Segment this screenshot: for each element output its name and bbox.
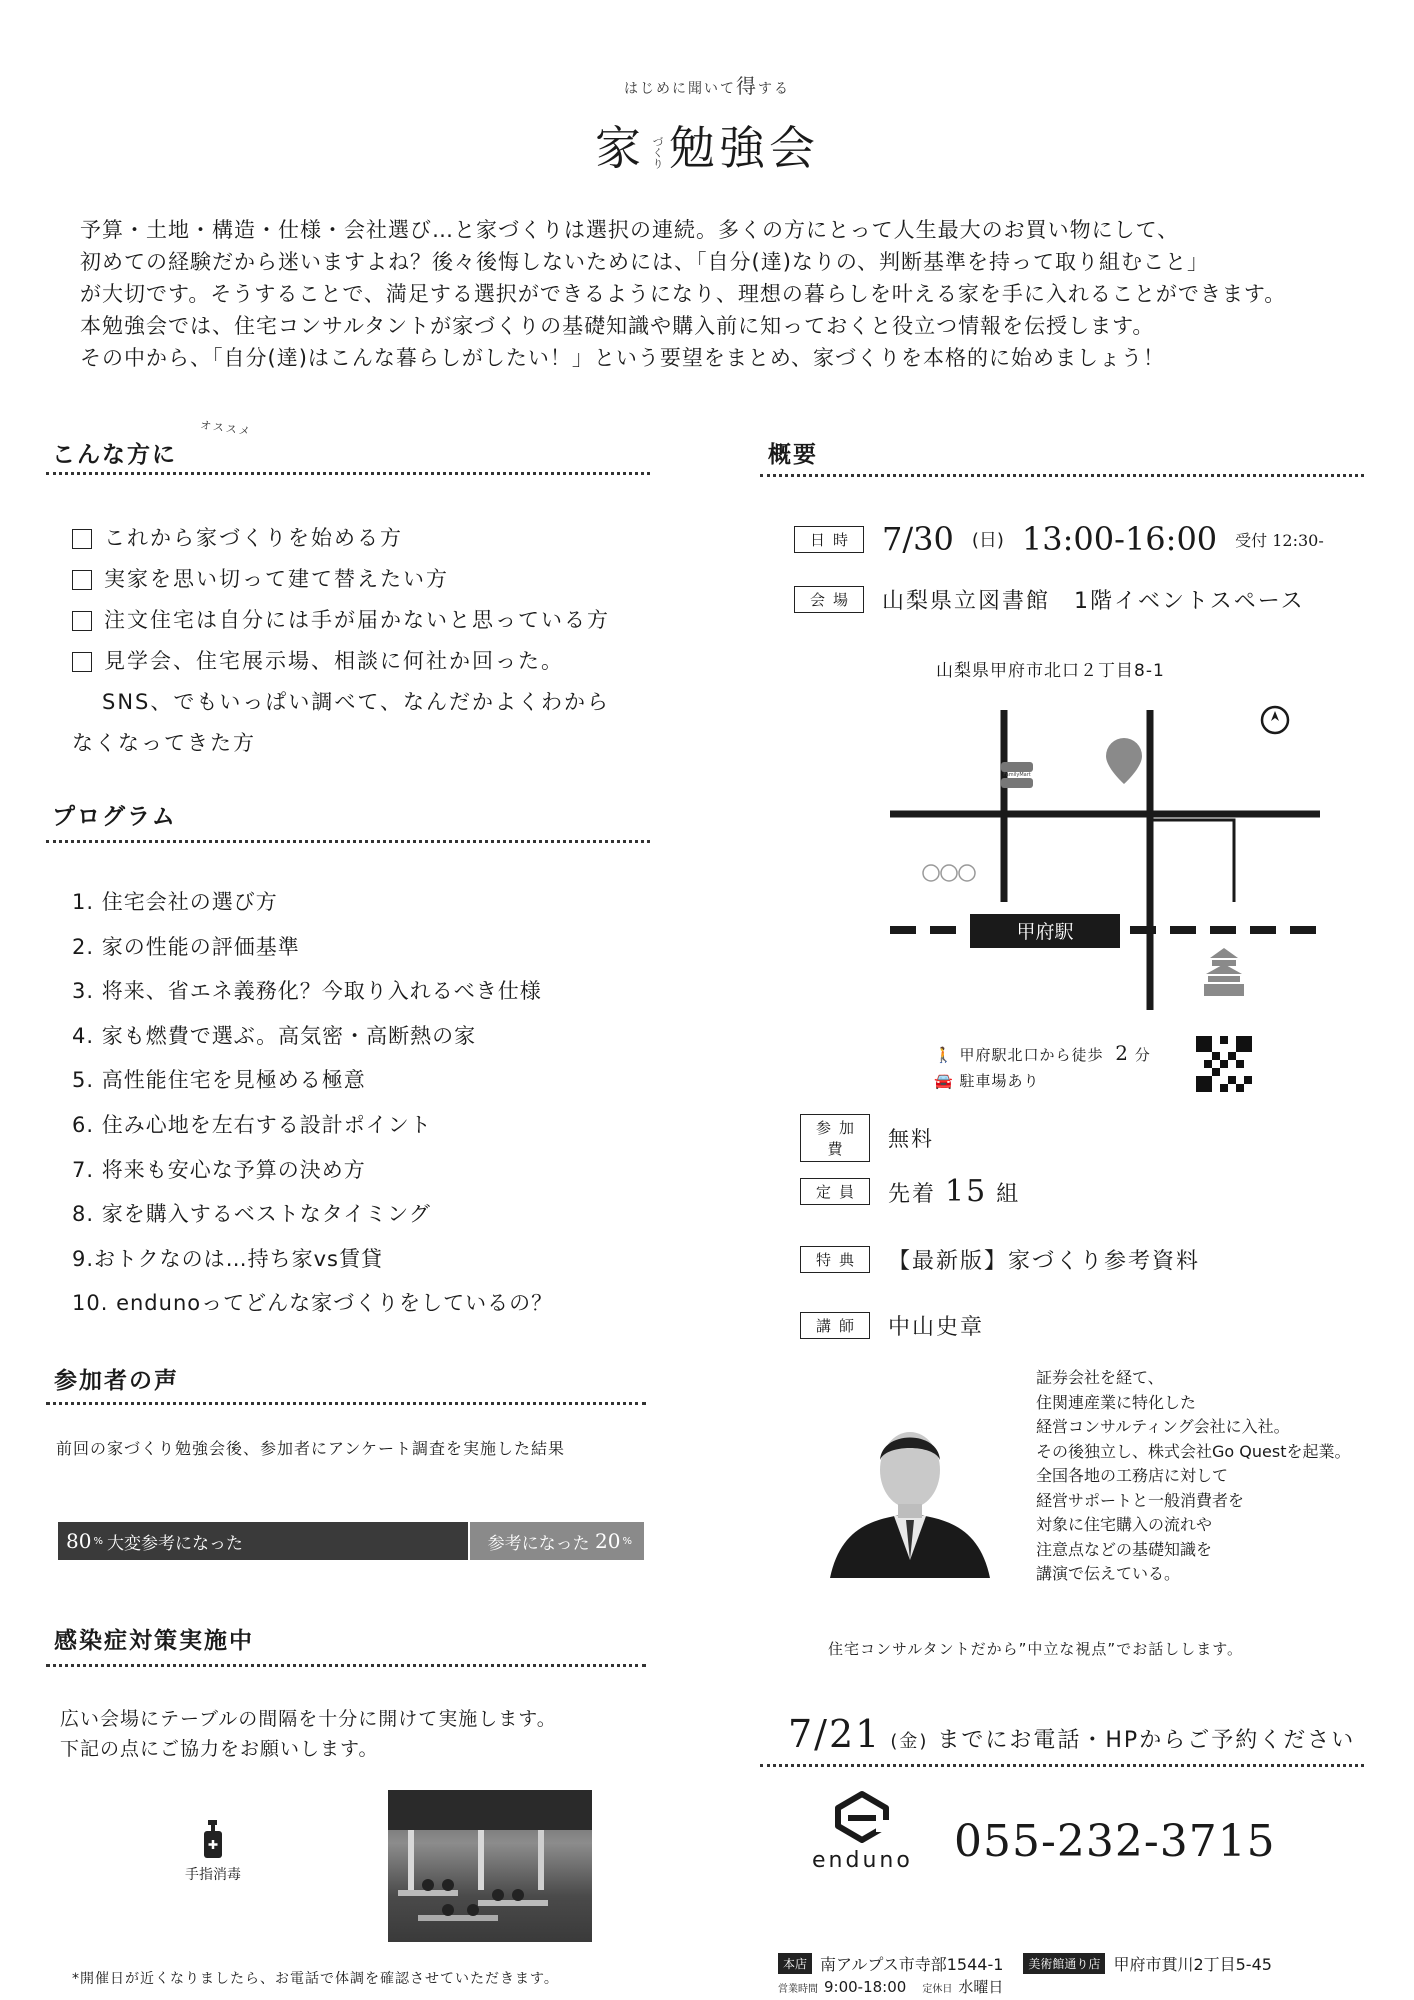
overview-capacity	[800, 1174, 1020, 1209]
lecturer-tag: 講師	[800, 1312, 870, 1339]
bio-line: 注意点などの基礎知識を	[1036, 1539, 1213, 1559]
venue-address: 山梨県甲府市北口２丁目8-1	[936, 661, 1165, 681]
venue-tag: 会場	[794, 586, 864, 613]
voices-heading: 参加者の声	[54, 1368, 179, 1394]
lecturer-portrait	[830, 1410, 990, 1578]
datetime-tag: 日時	[794, 526, 864, 553]
bio-line: 経営サポートと一般消費者を	[1036, 1490, 1245, 1510]
sanitizer-label: 手指消毒	[185, 1867, 241, 1883]
bio-line: その後独立し、株式会社Go Questを起業。	[1036, 1441, 1351, 1461]
overview-heading: 概要	[768, 442, 818, 468]
program-item: 7. 将来も安心な予算の決め方	[72, 1157, 366, 1182]
store-icon-lower	[1001, 778, 1033, 788]
access-map	[880, 690, 1320, 1020]
bonus-tag: 特典	[800, 1246, 870, 1273]
recommend-item	[72, 559, 672, 600]
infection-footnote: *開催日が近くなりましたら、お電話で体調を確認させていただきます。	[72, 1971, 559, 1987]
lecturer-tagline: 住宅コンサルタントだから”中立な視点”でお話しします。	[828, 1640, 1243, 1658]
program-item: 3. 将来、省エネ義務化？今取り入れるべき仕様	[72, 979, 542, 1004]
parking-info	[934, 1068, 1151, 1094]
survey-bar	[58, 1522, 644, 1560]
recommend-item	[72, 641, 672, 682]
header-kicker	[0, 70, 1414, 99]
lecturer-bio	[1036, 1366, 1350, 1587]
minor-percent: 20	[595, 1529, 621, 1553]
program-list	[72, 880, 672, 1326]
store-label: FamilyMart	[1003, 772, 1031, 778]
bus-stop-icon	[941, 865, 957, 881]
fee-value: 無料	[888, 1127, 934, 1151]
event-date: 7/30	[882, 520, 954, 558]
bio-line: 全国各地の工務店に対して	[1036, 1466, 1229, 1485]
checkbox-icon	[72, 529, 92, 549]
lecturer-photo	[830, 1410, 990, 1578]
section-divider	[760, 474, 1364, 477]
recommend-item-label: 見学会、住宅展示場、相談に何社か回った。	[104, 649, 564, 673]
event-time: 13:00-16:00	[1021, 520, 1218, 558]
title-part-a: 家	[595, 121, 645, 175]
sanitizer-icon	[198, 1818, 228, 1860]
program-item: 8. 家を購入するベストなタイミング	[72, 1202, 431, 1227]
program-item: 1. 住宅会社の選び方	[72, 890, 278, 914]
major-label: 大変参考になった	[106, 1533, 243, 1554]
deadline-text: までにお電話・HPからご予約ください	[937, 1728, 1356, 1753]
qr-code-icon[interactable]	[1196, 1036, 1252, 1092]
section-divider	[46, 1664, 646, 1667]
program-item: 10. endunoってどんな家づくりをしているの？	[72, 1291, 554, 1316]
walk-icon: 🚶	[934, 1046, 954, 1064]
minor-label: 参考になった	[487, 1533, 590, 1554]
bus-stop-icon	[959, 865, 975, 881]
title-ruby: づくり	[651, 135, 664, 169]
recommend-heading: こんな方に	[52, 442, 177, 468]
intro-line: 本勉強会では、住宅コンサルタントが家づくりの基礎知識や購入前に知っておくと役立つ情報を伝授します。	[80, 314, 1155, 338]
reception-time: 受付 12:30-	[1235, 530, 1324, 550]
intro-line: 初めての経験だから迷いますよね？後々後悔しないためには、「自分(達)なりの、判断基準を持って取り組むこと」	[80, 250, 1210, 274]
station-label: 甲府駅	[1016, 921, 1074, 943]
checkbox-icon	[72, 611, 92, 631]
checkbox-icon	[72, 570, 92, 590]
bus-stop-icon	[923, 865, 939, 881]
bio-line: 講演で伝えている。	[1036, 1564, 1181, 1583]
checkbox-icon	[72, 652, 92, 672]
infection-line: 広い会場にテーブルの間隔を十分に開けて実施します。	[60, 1708, 557, 1730]
main-store-tag: 本店	[778, 1953, 812, 1974]
walk-text: 甲府駅北口から徒歩	[959, 1046, 1104, 1064]
parking-text: 駐車場あり	[959, 1072, 1040, 1090]
venue-name: 山梨県立図書館 1階イベントスペース	[882, 589, 1305, 614]
event-weekday: (日)	[971, 530, 1004, 551]
access-info	[934, 1040, 1151, 1094]
overview-lecturer	[800, 1310, 984, 1341]
deadline-date: 7/21	[788, 1712, 882, 1756]
main-store-address: 南アルプス市寺部1544-1	[820, 1955, 1004, 1974]
recommend-item-label: 注文住宅は自分には手が届かないと思っている方	[104, 608, 610, 632]
logo-wordmark: enduno	[812, 1848, 913, 1873]
major-percent: 80	[66, 1529, 92, 1553]
bio-line: 経営コンサルティング会社に入社。	[1036, 1417, 1290, 1436]
minor-percent-unit: %	[622, 1535, 632, 1547]
car-icon: 🚘	[934, 1072, 954, 1090]
walk-minutes: 2	[1115, 1041, 1129, 1065]
recommend-item-continued: なくなってきた方	[72, 731, 256, 755]
lecturer-name: 中山史章	[888, 1315, 985, 1340]
program-item: 2. 家の性能の評価基準	[72, 934, 300, 959]
recommend-note: オススメ	[199, 418, 253, 439]
closed-value: 水曜日	[958, 1978, 1004, 1996]
infection-line: 下記の点にご協力をお願いします。	[60, 1738, 379, 1760]
overview-fee	[800, 1114, 934, 1162]
qr-code-graphic	[1196, 1036, 1252, 1092]
recommend-item-label: 実家を思い切って建て替えたい方	[104, 567, 449, 591]
infection-heading: 感染症対策実施中	[54, 1628, 254, 1654]
walk-info	[934, 1040, 1151, 1068]
title-part-b: 勉強会	[669, 121, 819, 175]
reservation-deadline	[788, 1712, 1355, 1756]
program-item: 6. 住み心地を左右する設計ポイント	[72, 1112, 432, 1137]
major-percent-unit: %	[93, 1535, 103, 1547]
survey-bar-minor	[468, 1522, 644, 1560]
capacity-unit: 組	[996, 1182, 1021, 1207]
branch-store-address: 甲府市貫川2丁目5-45	[1113, 1955, 1272, 1974]
program-heading: プログラム	[52, 804, 177, 830]
castle-icon	[1204, 948, 1244, 996]
survey-bar-major	[58, 1522, 468, 1560]
kicker-text: はじめに聞いて	[624, 81, 736, 97]
enduno-logo-icon	[832, 1790, 892, 1846]
program-item: 9.おトクなのは…持ち家vs賃貸	[72, 1246, 383, 1271]
bio-line: 対象に住宅購入の流れや	[1036, 1515, 1213, 1534]
sanitizer-block	[168, 1818, 258, 1884]
store-icon	[1001, 762, 1033, 772]
kicker-emphasis: 得	[736, 74, 758, 98]
recommend-item	[72, 518, 672, 559]
program-item: 4. 家も燃費で選ぶ。高気密・高断熱の家	[72, 1023, 477, 1048]
compass-needle	[1271, 711, 1279, 721]
hours-label: 営業時間	[778, 1984, 818, 1995]
capacity-tag: 定員	[800, 1178, 870, 1205]
deadline-weekday: (金)	[890, 1731, 929, 1752]
map-road-small	[1150, 820, 1234, 902]
recommend-item-continued: SNS、でもいっぱい調べて、なんだかよくわから	[102, 690, 610, 714]
closed-label: 定休日	[922, 1984, 953, 1995]
infection-text	[60, 1704, 557, 1764]
program-item: 5. 高性能住宅を見極める極意	[72, 1068, 366, 1093]
compass-icon	[1262, 707, 1288, 733]
bonus-value: 【最新版】家づくり参考資料	[888, 1249, 1201, 1274]
kicker-text-end: する	[758, 81, 790, 97]
recommend-item-label: これから家づくりを始める方	[104, 526, 403, 550]
overview-bonus	[800, 1244, 1200, 1275]
overview-venue	[794, 584, 1305, 615]
recommend-item	[72, 600, 672, 641]
section-divider	[46, 472, 650, 475]
branch-store-tag: 美術館通り店	[1023, 1953, 1105, 1974]
capacity-number: 15	[945, 1174, 988, 1209]
company-logo	[812, 1790, 912, 1873]
section-divider	[46, 1402, 646, 1405]
intro-line: 予算・土地・構造・仕様・会社選び…と家づくりは選択の連続。多くの方にとって人生最大のお買い物にして、	[80, 218, 1180, 242]
bio-line: 住関連産業に特化した	[1036, 1392, 1197, 1412]
section-divider	[760, 1764, 1364, 1767]
hours-value: 9:00-18:00	[824, 1978, 907, 1996]
fee-tag: 参加費	[800, 1114, 870, 1162]
venue-photo-image	[388, 1790, 592, 1942]
phone-number[interactable]: 055-232-3715	[954, 1816, 1276, 1867]
section-divider	[46, 840, 650, 843]
page-title	[0, 112, 1414, 178]
venue-photo	[388, 1790, 592, 1942]
map-drawing	[880, 690, 1320, 1020]
venue-pin-icon	[1106, 738, 1142, 784]
survey-text: 前回の家づくり勉強会後、参加者にアンケート調査を実施した結果	[56, 1439, 566, 1458]
intro-line: その中から、「自分(達)はこんな暮らしがしたい！」という要望をまとめ、家づくりを本格的に始めましょう！	[80, 346, 1166, 370]
business-hours	[778, 1976, 1003, 1997]
store-addresses	[778, 1952, 1272, 1975]
recommend-list	[72, 518, 672, 764]
capacity-prefix: 先着	[888, 1182, 937, 1207]
walk-unit: 分	[1134, 1046, 1151, 1064]
intro-line: が大切です。そうすることで、満足する選択ができるようになり、理想の暮らしを叶える家を手に入れることができます。	[80, 282, 1287, 306]
bio-line: 証券会社を経て、	[1036, 1368, 1164, 1387]
overview-datetime	[794, 520, 1324, 558]
capacity-value	[888, 1174, 1020, 1209]
intro-text	[80, 214, 1370, 374]
